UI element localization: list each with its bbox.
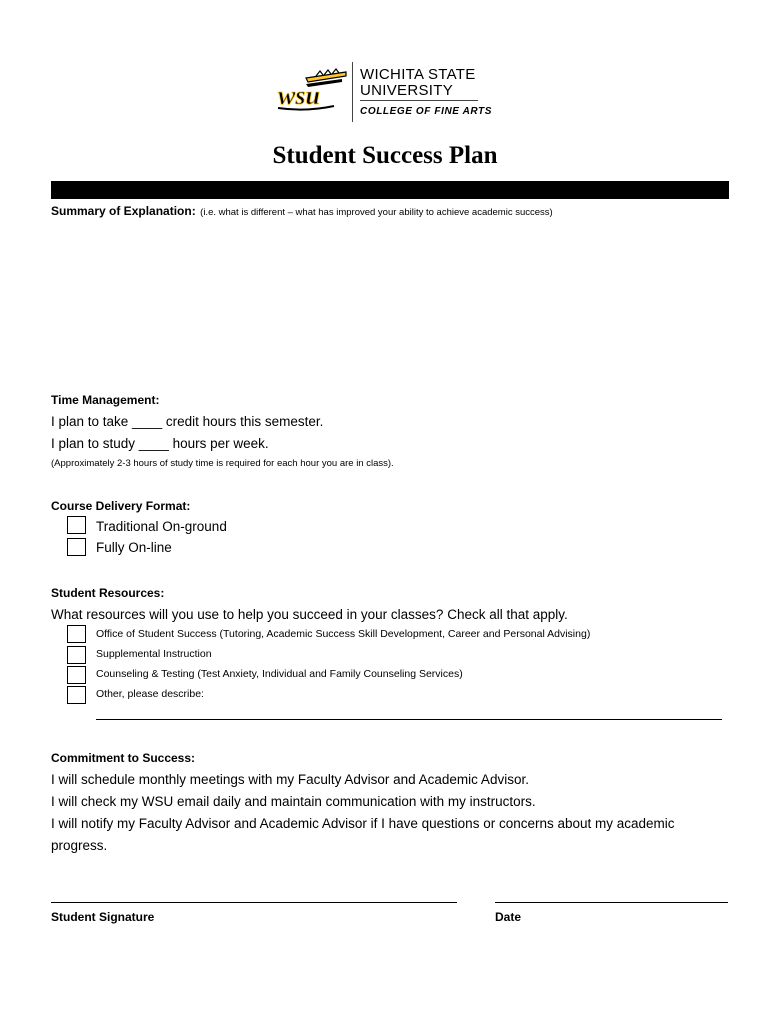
logo-rule [360, 100, 478, 101]
option-online-label: Fully On-line [96, 540, 172, 555]
time-management-heading: Time Management: [51, 393, 160, 407]
summary-response-area[interactable] [51, 222, 729, 382]
option-office-student-success-label: Office of Student Success (Tutoring, Academic Success Skill Development, Career and Personal Advising) [96, 628, 591, 640]
summary-row [51, 202, 553, 220]
logo-divider [352, 62, 353, 122]
summary-label: Summary of Explanation: [51, 204, 196, 218]
study-time-note: (Approximately 2-3 hours of study time is required for each hour you are in class). [51, 458, 394, 469]
other-describe-line[interactable] [96, 719, 722, 720]
study-hours-line: I plan to study ____ hours per week. [51, 436, 269, 451]
commitment-line: I will schedule monthly meetings with my Faculty Advisor and Academic Advisor. [51, 772, 529, 787]
checkbox-counseling-testing[interactable] [67, 666, 86, 684]
option-counseling-testing-label: Counseling & Testing (Test Anxiety, Individual and Family Counseling Services) [96, 668, 463, 680]
commitment-line: progress. [51, 838, 108, 853]
option-supplemental-instruction-label: Supplemental Instruction [96, 648, 212, 660]
checkbox-online[interactable] [67, 538, 86, 556]
title-divider-bar [51, 181, 729, 199]
student-signature-line[interactable] [51, 902, 457, 903]
commitment-heading: Commitment to Success: [51, 751, 196, 765]
checkbox-office-student-success[interactable] [67, 625, 86, 643]
wsu-logo [276, 62, 493, 124]
wsu-shocker-logo-icon [276, 68, 350, 114]
checkbox-traditional[interactable] [67, 516, 86, 534]
option-other-label: Other, please describe: [96, 688, 204, 700]
resources-question: What resources will you use to help you succeed in your classes? Check all that apply. [51, 607, 568, 622]
college-name: COLLEGE OF FINE ARTS [360, 106, 493, 117]
summary-hint: (i.e. what is different – what has improved your ability to achieve academic success) [200, 207, 553, 218]
credit-hours-line: I plan to take ____ credit hours this semester. [51, 414, 324, 429]
page-title: Student Success Plan [272, 142, 498, 169]
option-traditional-label: Traditional On-ground [96, 519, 227, 534]
checkbox-other[interactable] [67, 686, 86, 704]
student-resources-heading: Student Resources: [51, 586, 165, 600]
date-label: Date [495, 910, 522, 924]
commitment-line: I will check my WSU email daily and maintain communication with my instructors. [51, 794, 536, 809]
university-name-line1: WICHITA STATE [360, 66, 476, 83]
university-name-line2: UNIVERSITY [360, 82, 454, 99]
checkbox-supplemental-instruction[interactable] [67, 646, 86, 664]
student-signature-label: Student Signature [51, 910, 155, 924]
commitment-line: I will notify my Faculty Advisor and Academic Advisor if I have questions or concerns about my academic [51, 816, 675, 831]
course-delivery-heading: Course Delivery Format: [51, 499, 191, 513]
svg-text:wsu: wsu [278, 81, 320, 110]
date-line[interactable] [495, 902, 728, 903]
